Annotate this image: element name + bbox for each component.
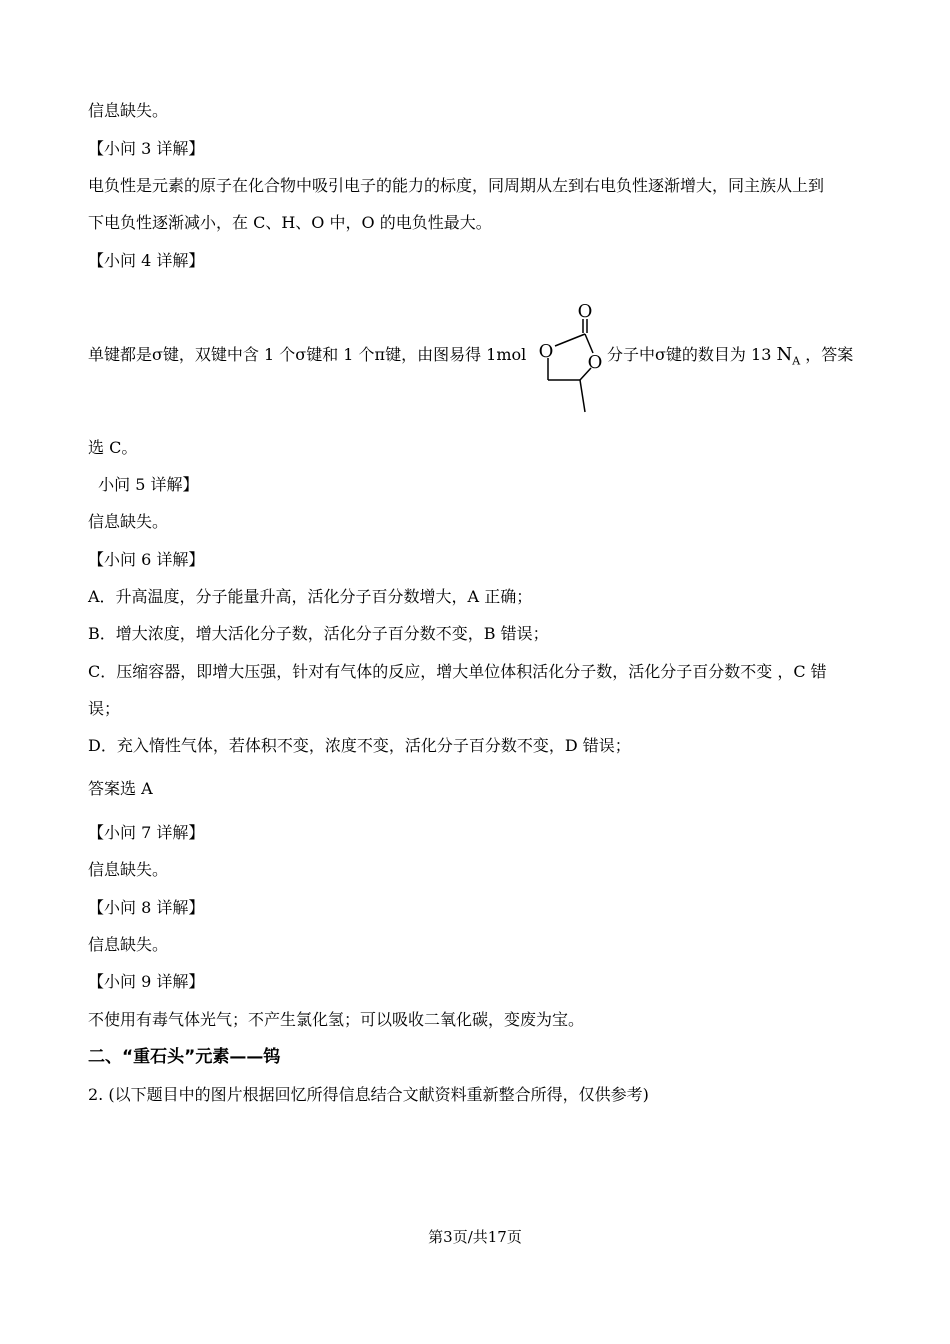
text-segment: 单键都是σ键，双键中含 1 个σ键和 1 个π键，由图易得 1mol: [88, 345, 527, 364]
text-segment: ，答案: [805, 345, 854, 364]
question-intro: 2. (以下题目中的图片根据回忆所得信息结合文献资料重新整合所得，仅供参考): [88, 1085, 649, 1104]
section-heading: 小问 5 详解】: [88, 475, 199, 494]
atom-label: O: [538, 341, 554, 362]
section-heading: 【小问 7 详解】: [88, 823, 205, 842]
paragraph: 信息缺失。: [88, 101, 169, 120]
paragraph: 信息缺失。: [88, 512, 169, 531]
option-b: B．增大浓度，增大活化分子数，活化分子百分数不变，B 错误；: [88, 624, 549, 643]
molecule-drawing: [533, 300, 605, 422]
option-c-continued: 误；: [88, 699, 121, 718]
option-a: A．升高温度，分子能量升高，活化分子百分数增大，A 正确；: [88, 587, 533, 606]
paragraph-continued: [607, 344, 853, 373]
option-c: C．压缩容器，即增大压强，针对有气体的反应，增大单位体积活化分子数，活化分子百分数不变 ，C 错: [88, 662, 827, 681]
section-heading: 【小问 3 详解】: [88, 139, 205, 158]
paragraph-sigma-bonds: [88, 344, 526, 366]
paragraph: 信息缺失。: [88, 935, 169, 954]
paragraph: 信息缺失。: [88, 860, 169, 879]
section-heading: 【小问 8 详解】: [88, 898, 205, 917]
text-segment: 分子中σ键的数目为 13: [607, 345, 772, 364]
chapter-heading: 二、“重石头”元素——钨: [88, 1047, 281, 1067]
answer: 答案选 A: [88, 779, 153, 798]
propylene-carbonate-structure: [533, 300, 605, 422]
section-heading: 【小问 4 详解】: [88, 251, 205, 270]
page-number: 第3页/共17页: [428, 1228, 522, 1246]
atom-label: O: [587, 352, 603, 373]
paragraph: 选 C。: [88, 438, 138, 457]
atom-label: O: [577, 301, 593, 322]
paragraph: 电负性是元素的原子在化合物中吸引电子的能力的标度，同周期从左到右电负性逐渐增大，同主族从上到: [88, 176, 825, 195]
avogadro-symbol: $N_A$: [776, 344, 801, 368]
option-d: D．充入惰性气体，若体积不变，浓度不变，活化分子百分数不变，D 错误；: [88, 736, 631, 755]
paragraph: 下电负性逐渐减小，在 C、H、O 中，O 的电负性最大。: [88, 213, 492, 232]
paragraph: 不使用有毒气体光气；不产生氯化氢；可以吸收二氧化碳，变废为宝。: [88, 1010, 585, 1029]
section-heading: 【小问 6 详解】: [88, 550, 205, 569]
section-heading: 【小问 9 详解】: [88, 972, 205, 991]
